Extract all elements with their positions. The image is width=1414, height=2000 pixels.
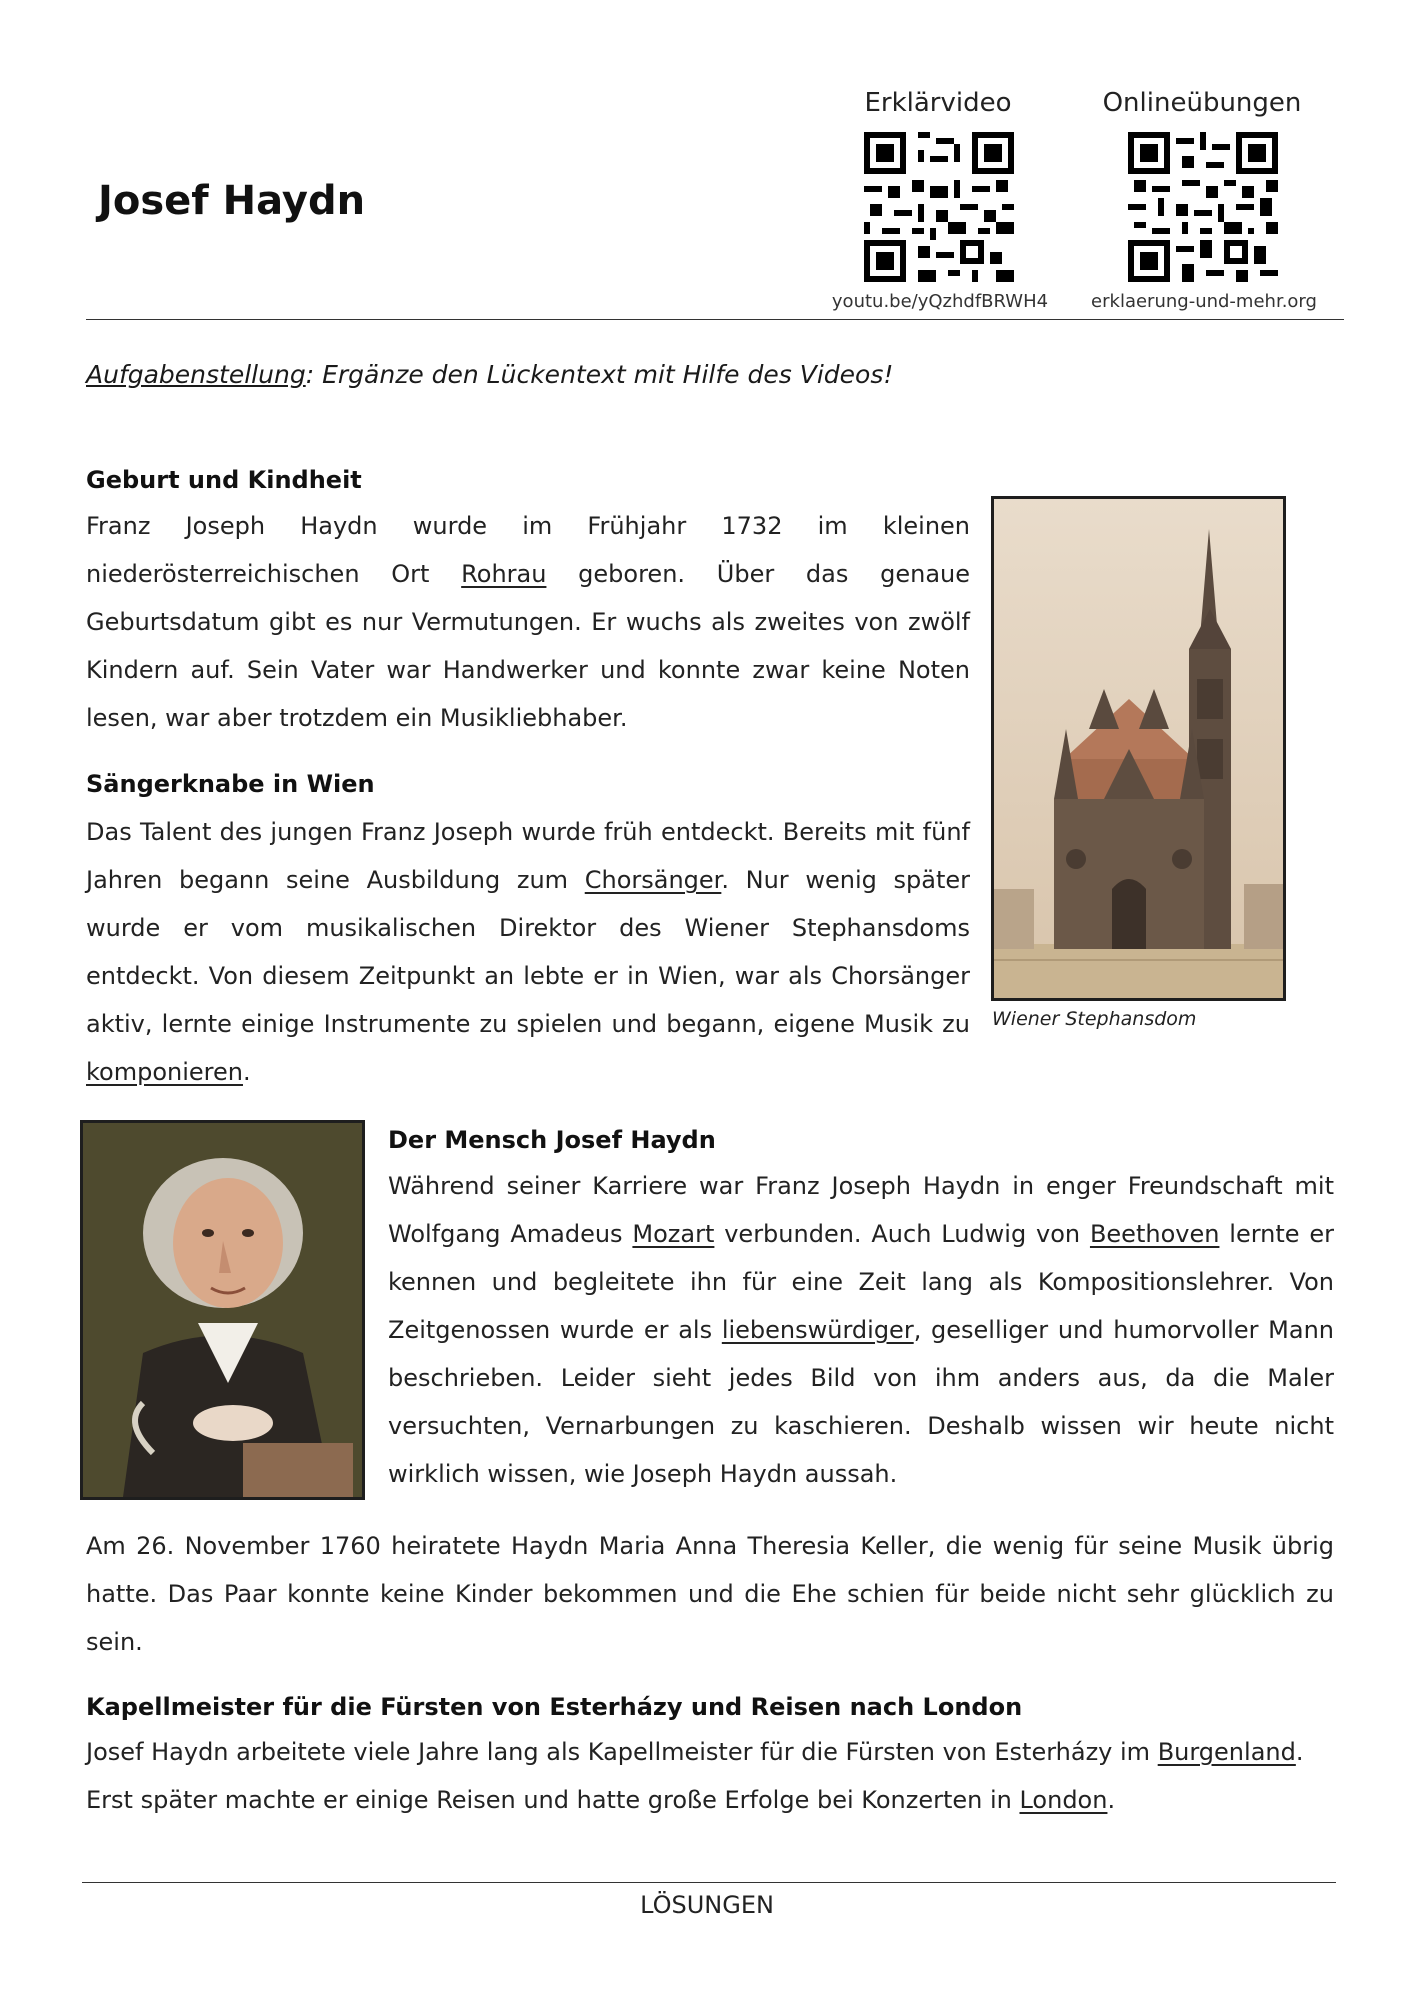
exercise-label: Onlineübungen [1102,88,1302,118]
haydn-portrait [80,1120,365,1500]
task-instruction: Aufgabenstellung: Ergänze den Lückentext mit Hilfe des Videos! [86,360,894,389]
page-title: Josef Haydn [98,178,366,224]
video-label: Erklärvideo [864,88,1012,118]
gap-answer: Rohrau [461,560,547,588]
gap-answer: Mozart [632,1220,715,1248]
task-text: Ergänze den Lückentext mit Hilfe des Videos! [314,360,894,389]
footer-label: LÖSUNGEN [640,1891,774,1919]
cathedral-caption: Wiener Stephansdom [992,1008,1197,1030]
exercise-url[interactable]: erklaerung-und-mehr.org [1091,291,1317,312]
exercise-qr-code[interactable] [1128,132,1278,282]
gap-answer: London [1019,1786,1108,1814]
section-text-birth: Franz Joseph Haydn wurde im Frühjahr 1732 im kleinen niederösterreichischen Ort Rohrau geboren. Über das genaue Geburtsdatum gibt es nur Vermutungen. Er wuchs als zweites von zwölf Kindern auf. Sein Vater war Handwerker und konnte zwar keine Noten lesen, war aber trotzdem ein Musikliebhaber. [86,512,970,732]
section-text-person: Während seiner Karriere war Franz Joseph Haydn in enger Freundschaft mit Wolfgang Amadeus Mozart verbunden. Auch Ludwig von Beethoven lernte er kennen und begleitete ihn für eine Zeit lang als Kompositionslehrer. Von Zeitgenossen wurde er als liebenswürdiger, geselliger und humorvoller Mann beschrieben. Leider sieht jedes Bild von ihm anders aus, da die Maler versuchten, Vernarbungen zu kaschieren. Deshalb wissen wir heute nicht wirklich wissen, wie Joseph Haydn aussah. [388,1172,1334,1488]
header-divider [86,319,1344,320]
video-qr-code[interactable] [864,132,1014,282]
section-heading-choir: Sängerknabe in Wien [86,770,375,798]
section-text-choir: Das Talent des jungen Franz Joseph wurde früh entdeckt. Bereits mit fünf Jahren begann seine Ausbildung zum Chorsänger. Nur wenig später wurde er vom musikalischen Direktor des Wiener Stephansdoms entdeckt. Von diesem Zeitpunkt an lebte er in Wien, war als Chorsänger aktiv, lernte einige Instrumente zu spielen und begann, eigene Musik zu komponieren. [86,818,971,1086]
gap-answer: Burgenland [1157,1738,1296,1766]
video-url[interactable]: youtu.be/yQzhdfBRWH4 [831,291,1049,312]
portrait-illustration [83,1123,362,1497]
section-text-london: Josef Haydn arbeitete viele Jahre lang als Kapellmeister für die Fürsten von Esterházy im Burgenland. Erst später machte er einige Reisen und hatte große Erfolge bei Konzerten in London. [86,1738,1304,1814]
gap-answer: liebenswürdiger [721,1316,914,1344]
section-heading-birth: Geburt und Kindheit [86,466,362,494]
task-label: Aufgabenstellung [86,360,306,389]
cathedral-image [991,496,1286,1001]
gap-answer: Beethoven [1089,1220,1220,1248]
section-text-marriage: Am 26. November 1760 heiratete Haydn Maria Anna Theresia Keller, die wenig für seine Musik übrig hatte. Das Paar konnte keine Kinder bekommen und die Ehe schien für beide nicht sehr glücklich zu sein. [86,1532,1334,1656]
cathedral-illustration [994,499,1283,998]
footer-divider [82,1882,1336,1883]
gap-answer: komponieren [86,1058,243,1086]
section-heading-person: Der Mensch Josef Haydn [388,1126,716,1154]
section-heading-london: Kapellmeister für die Fürsten von Esterházy und Reisen nach London [86,1693,1023,1721]
gap-answer: Chorsänger [584,866,722,894]
